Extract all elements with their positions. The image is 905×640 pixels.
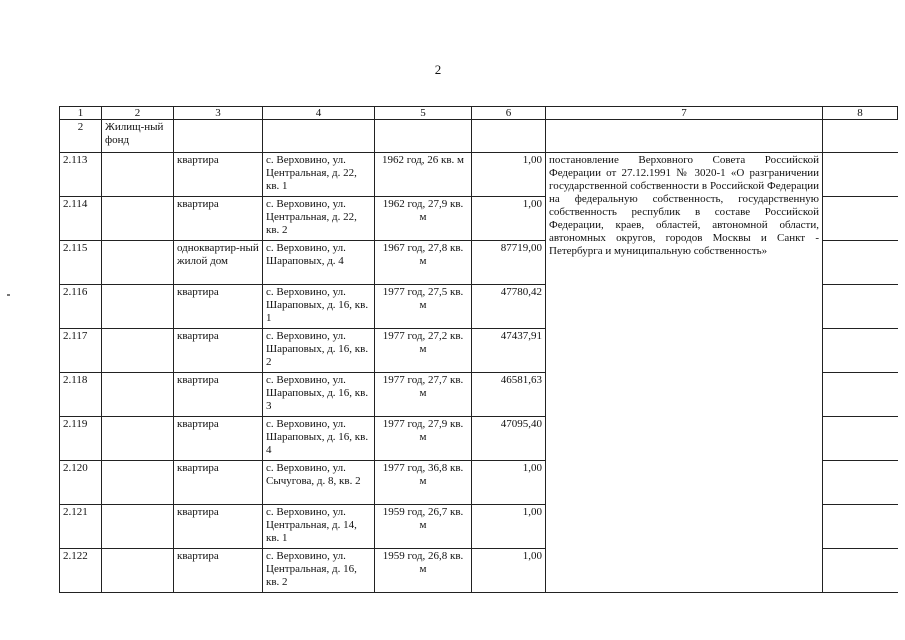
empty-cell	[375, 120, 472, 153]
header-cell: 1	[60, 107, 102, 120]
table-row	[60, 153, 898, 197]
row-number: 2.120	[60, 461, 102, 505]
object-value: 47780,42	[472, 285, 546, 329]
object-value: 47437,91	[472, 329, 546, 373]
empty-cell	[174, 120, 263, 153]
object-type: одноквартир-ный жилой дом	[174, 241, 263, 285]
year-and-area: 1977 год, 27,7 кв. м	[375, 373, 472, 417]
empty-cell	[823, 120, 898, 153]
object-type: квартира	[174, 505, 263, 549]
column-numbers-row	[60, 107, 898, 120]
year-and-area: 1977 год, 27,5 кв. м	[375, 285, 472, 329]
year-and-area: 1962 год, 27,9 кв. м	[375, 197, 472, 241]
object-value: 46581,63	[472, 373, 546, 417]
object-address: с. Верховино, ул. Центральная, д. 22, кв. 1	[263, 153, 375, 197]
empty-cell	[546, 120, 823, 153]
year-and-area: 1977 год, 36,8 кв. м	[375, 461, 472, 505]
notes-cell	[823, 505, 898, 549]
notes-cell	[823, 549, 898, 593]
object-type: квартира	[174, 285, 263, 329]
object-value: 87719,00	[472, 241, 546, 285]
year-and-area: 1959 год, 26,8 кв. м	[375, 549, 472, 593]
notes-cell	[823, 461, 898, 505]
row-number: 2.119	[60, 417, 102, 461]
object-type: квартира	[174, 461, 263, 505]
row-number: 2.115	[60, 241, 102, 285]
header-cell: 6	[472, 107, 546, 120]
year-and-area: 1962 год, 26 кв. м	[375, 153, 472, 197]
empty-cell	[263, 120, 375, 153]
notes-cell	[823, 153, 898, 197]
object-group	[102, 505, 174, 549]
object-address: с. Верховино, ул. Центральная, д. 16, кв. 2	[263, 549, 375, 593]
section-row	[60, 120, 898, 153]
object-address: с. Верховино, ул. Шараповых, д. 16, кв. 1	[263, 285, 375, 329]
object-group	[102, 329, 174, 373]
object-address: с. Верховино, ул. Центральная, д. 22, кв. 2	[263, 197, 375, 241]
notes-cell	[823, 329, 898, 373]
header-cell: 2	[102, 107, 174, 120]
empty-cell	[472, 120, 546, 153]
object-type: квартира	[174, 329, 263, 373]
year-and-area: 1959 год, 26,7 кв. м	[375, 505, 472, 549]
object-group	[102, 197, 174, 241]
object-group	[102, 461, 174, 505]
section-number: 2	[60, 120, 102, 153]
object-type: квартира	[174, 417, 263, 461]
object-address: с. Верховино, ул. Сычугова, д. 8, кв. 2	[263, 461, 375, 505]
object-address: с. Верховино, ул. Шараповых, д. 4	[263, 241, 375, 285]
object-value: 1,00	[472, 461, 546, 505]
object-group	[102, 241, 174, 285]
notes-cell	[823, 197, 898, 241]
row-number: 2.113	[60, 153, 102, 197]
year-and-area: 1967 год, 27,8 кв. м	[375, 241, 472, 285]
row-number: 2.114	[60, 197, 102, 241]
year-and-area: 1977 год, 27,2 кв. м	[375, 329, 472, 373]
header-cell: 4	[263, 107, 375, 120]
notes-cell	[823, 373, 898, 417]
property-table	[59, 106, 898, 593]
object-value: 47095,40	[472, 417, 546, 461]
row-number: 2.117	[60, 329, 102, 373]
object-group	[102, 285, 174, 329]
object-group	[102, 417, 174, 461]
table-body	[60, 107, 898, 593]
object-group	[102, 153, 174, 197]
object-value: 1,00	[472, 197, 546, 241]
object-group	[102, 549, 174, 593]
header-cell: 5	[375, 107, 472, 120]
section-name: Жилищ-ный фонд	[102, 120, 174, 153]
year-and-area: 1977 год, 27,9 кв. м	[375, 417, 472, 461]
row-number: 2.116	[60, 285, 102, 329]
object-address: с. Верховино, ул. Шараповых, д. 16, кв. 4	[263, 417, 375, 461]
header-cell: 7	[546, 107, 823, 120]
object-type: квартира	[174, 549, 263, 593]
notes-cell	[823, 241, 898, 285]
object-type: квартира	[174, 373, 263, 417]
object-address: с. Верховино, ул. Шараповых, д. 16, кв. 3	[263, 373, 375, 417]
object-group	[102, 373, 174, 417]
notes-cell	[823, 417, 898, 461]
notes-cell	[823, 285, 898, 329]
object-type: квартира	[174, 153, 263, 197]
object-address: с. Верховино, ул. Центральная, д. 14, кв. 1	[263, 505, 375, 549]
scan-speck	[7, 294, 10, 296]
object-value: 1,00	[472, 549, 546, 593]
object-value: 1,00	[472, 505, 546, 549]
object-type: квартира	[174, 197, 263, 241]
header-cell: 8	[823, 107, 898, 120]
row-number: 2.118	[60, 373, 102, 417]
object-address: с. Верховино, ул. Шараповых, д. 16, кв. 2	[263, 329, 375, 373]
object-value: 1,00	[472, 153, 546, 197]
row-number: 2.121	[60, 505, 102, 549]
row-number: 2.122	[60, 549, 102, 593]
page-number: 2	[434, 62, 442, 77]
legal-basis-text: постановление Верховного Совета Российской Федерации от 27.12.1991 № 3020-1 «О разграничении государственной собственности в Российской Федерации на федеральную собственность, государственную собственность республик в составе Российской Федерации, краев, областей, автономной области, автономных округов, городов Москвы и Санкт - Петербурга и муниципальную собственность»	[546, 153, 823, 593]
header-cell: 3	[174, 107, 263, 120]
